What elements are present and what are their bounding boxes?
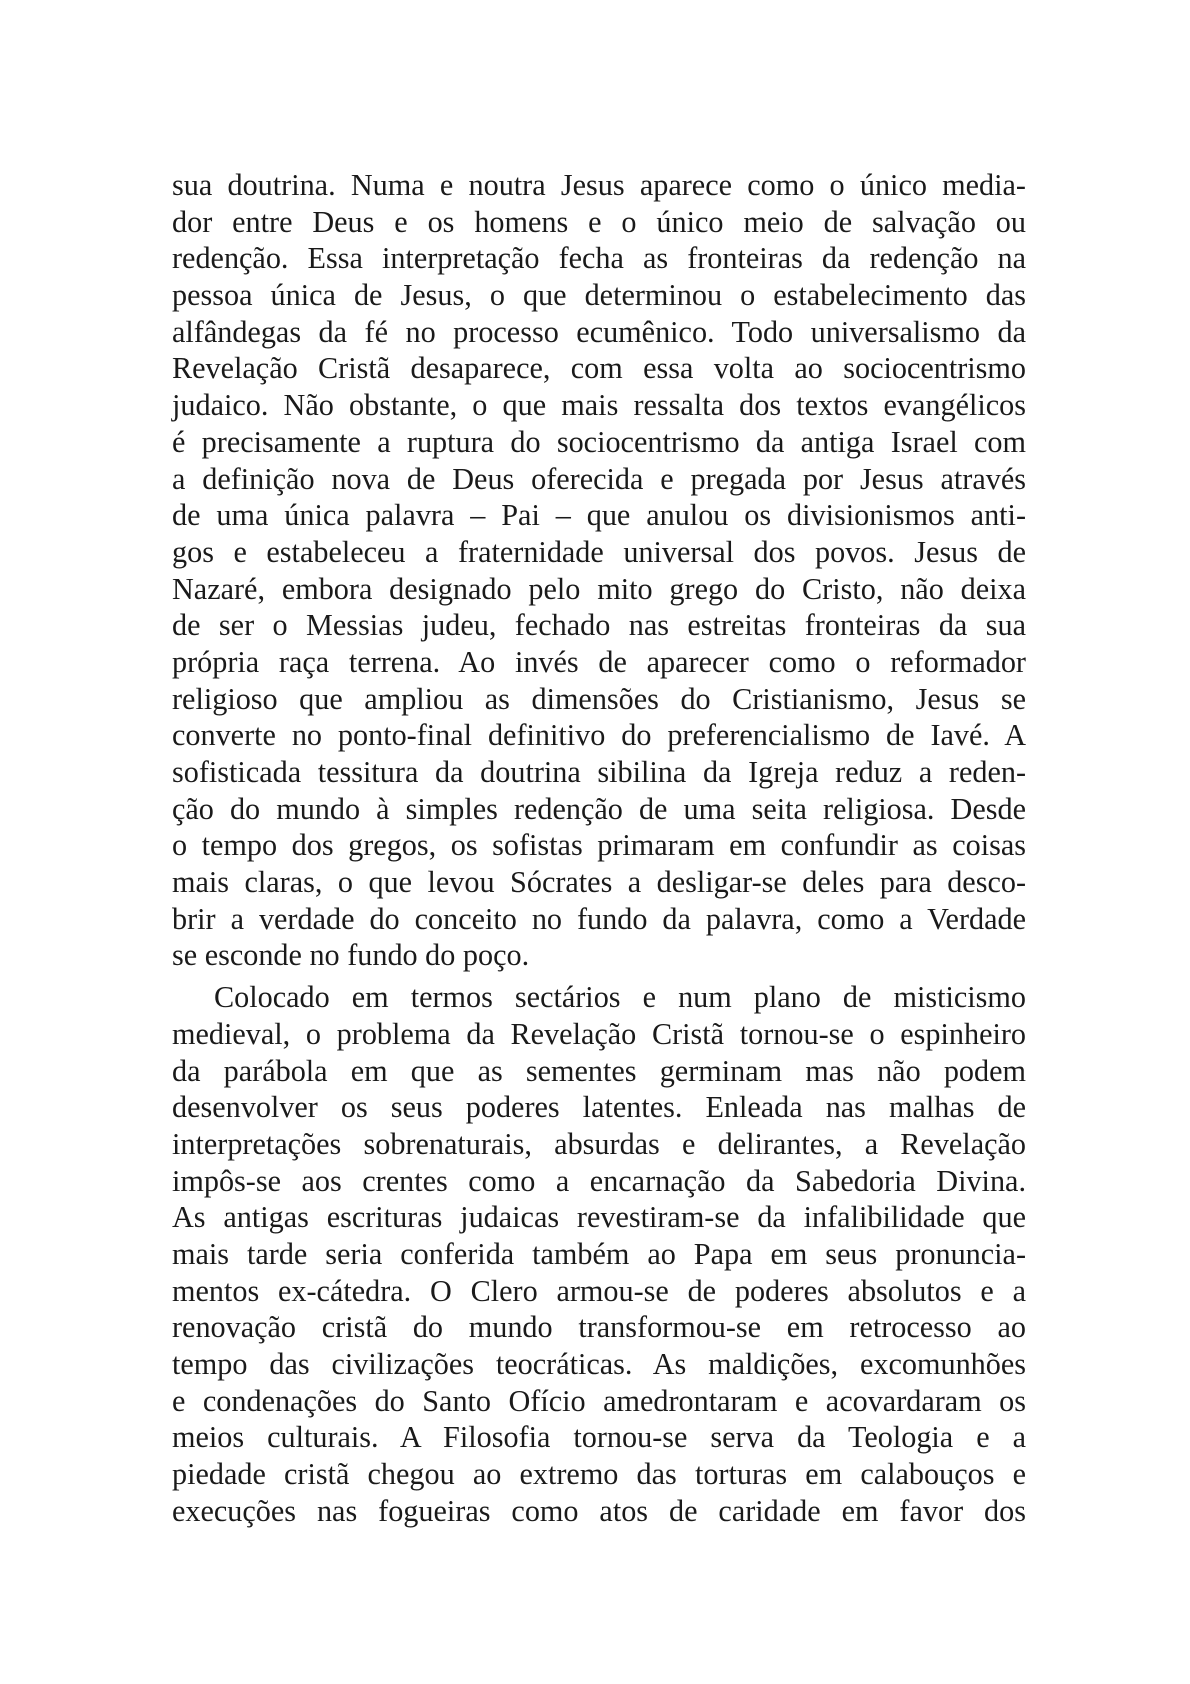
text-line: execuções nas fogueiras como atos de caridade em favor dos: [172, 1493, 1026, 1528]
text-line: interpretações sobrenaturais, absurdas e delirantes, a Revelação: [172, 1126, 1026, 1161]
text-line: Colocado em termos sectários e num plano de misticismo: [214, 980, 1026, 1015]
text-line: de uma única palavra – Pai – que anulou os divisionismos anti-: [172, 498, 1026, 533]
text-line: As antigas escrituras judaicas revestiram-se da infalibilidade que: [172, 1200, 1026, 1235]
text-line: desenvolver os seus poderes latentes. Enleada nas malhas de: [172, 1090, 1026, 1125]
text-line: piedade cristã chegou ao extremo das torturas em calabouços e: [172, 1457, 1026, 1492]
paragraph-2: [172, 979, 1026, 1529]
text-line: mais tarde seria conferida também ao Papa em seus pronuncia-: [172, 1236, 1026, 1271]
text-line: e condenações do Santo Ofício amedrontaram e acovardaram os: [172, 1383, 1026, 1418]
text-line: a definição nova de Deus oferecida e pregada por Jesus através: [172, 461, 1026, 496]
text-line: o tempo dos gregos, os sofistas primaram em confundir as coisas: [172, 828, 1026, 863]
text-line: converte no ponto-final definitivo do preferencialismo de Iavé. A: [172, 718, 1026, 753]
paragraph-1: [172, 167, 1026, 974]
text-line: pessoa única de Jesus, o que determinou o estabelecimento das: [172, 278, 1026, 313]
text-line: própria raça terrena. Ao invés de aparecer como o reformador: [172, 644, 1026, 679]
text-line: mentos ex-cátedra. O Clero armou-se de poderes absolutos e a: [172, 1273, 1026, 1308]
text-line: mais claras, o que levou Sócrates a desligar-se deles para desco-: [172, 865, 1026, 900]
text-line: brir a verdade do conceito no fundo da palavra, como a Verdade: [172, 901, 1026, 936]
text-line: é precisamente a ruptura do sociocentrismo da antiga Israel com: [172, 424, 1026, 459]
text-line: impôs-se aos crentes como a encarnação da Sabedoria Divina.: [172, 1163, 1026, 1198]
text-line: renovação cristã do mundo transformou-se em retrocesso ao: [172, 1310, 1026, 1345]
text-line: de ser o Messias judeu, fechado nas estreitas fronteiras da sua: [172, 608, 1026, 643]
text-line: se esconde no fundo do poço.: [172, 938, 530, 973]
text-line: medieval, o problema da Revelação Cristã tornou-se o espinheiro: [172, 1016, 1026, 1051]
text-line: religioso que ampliou as dimensões do Cristianismo, Jesus se: [172, 681, 1026, 716]
text-line: gos e estabeleceu a fraternidade universal dos povos. Jesus de: [172, 534, 1026, 569]
body-text: [172, 167, 1026, 1529]
text-line: dor entre Deus e os homens e o único meio de salvação ou: [172, 204, 1026, 239]
text-line: meios culturais. A Filosofia tornou-se serva da Teologia e a: [172, 1420, 1026, 1455]
text-line: da parábola em que as sementes germinam mas não podem: [172, 1053, 1026, 1088]
text-line: tempo das civilizações teocráticas. As maldições, excomunhões: [172, 1347, 1026, 1381]
text-line: redenção. Essa interpretação fecha as fronteiras da redenção na: [172, 241, 1026, 276]
text-line: sofisticada tessitura da doutrina sibilina da Igreja reduz a reden-: [172, 755, 1026, 789]
text-line: Nazaré, embora designado pelo mito grego do Cristo, não deixa: [172, 571, 1026, 606]
text-line: ção do mundo à simples redenção de uma seita religiosa. Desde: [172, 791, 1026, 826]
text-line: sua doutrina. Numa e noutra Jesus aparece como o único media-: [172, 168, 1026, 202]
text-line: judaico. Não obstante, o que mais ressalta dos textos evangélicos: [172, 388, 1026, 423]
text-line: Revelação Cristã desaparece, com essa volta ao sociocentrismo: [172, 351, 1026, 386]
text-line: alfândegas da fé no processo ecumênico. Todo universalismo da: [172, 314, 1026, 349]
